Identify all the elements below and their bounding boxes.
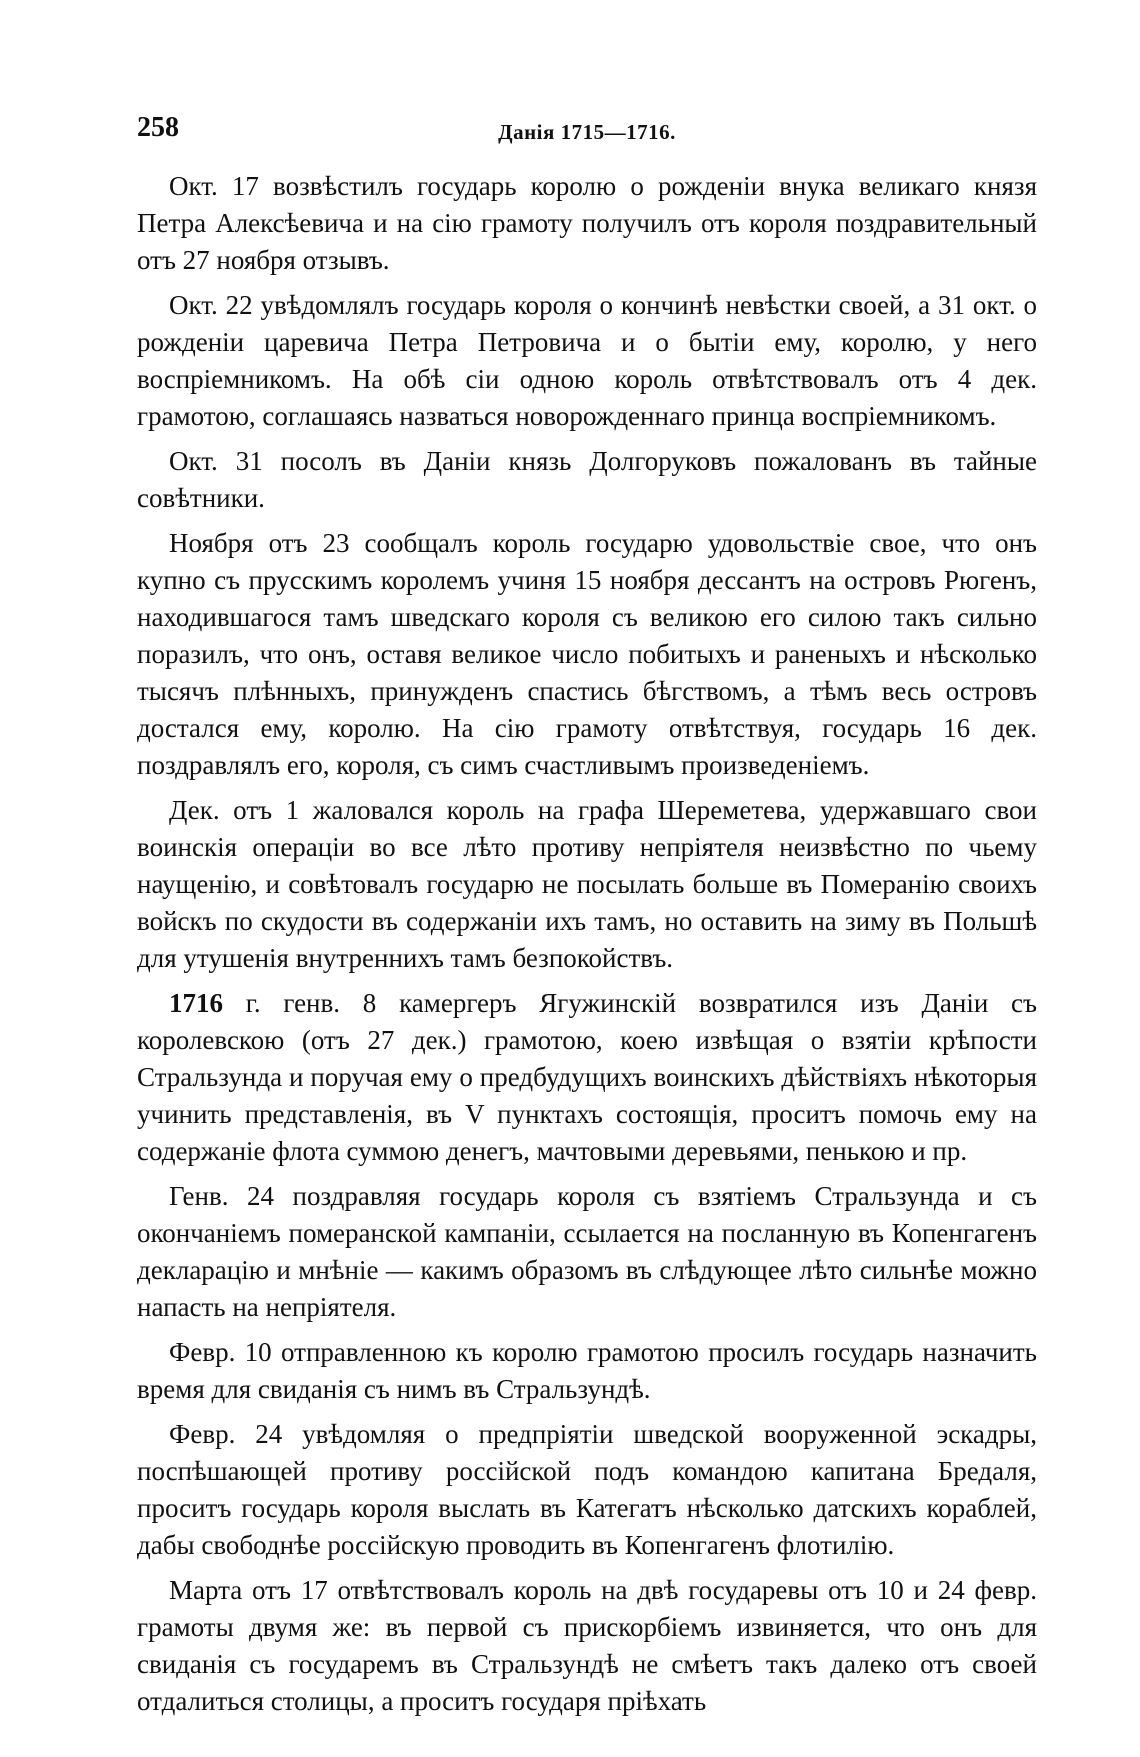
paragraph-text: Ноября отъ 23 сообщалъ король государю удовольствіе свое, что онъ купно съ прусскимъ королемъ учиня 15 ноября дессантъ на островъ Рюгенъ, находившагося тамъ шведскаго короля съ великою его силою такъ сильно поразилъ, что онъ, оставя великое число побитыхъ и раненыхъ и нѣсколько тысячъ плѣнныхъ, принужденъ спастись бѣгствомъ, а тѣмъ весь островъ достался ему, королю. На сію грамоту отвѣтствуя, государь 16 дек. поздравлялъ его, короля, съ симъ счастливымъ произведеніемъ. (137, 528, 1037, 780)
paragraph (137, 1572, 1037, 1720)
paragraph (137, 985, 1037, 1170)
paragraph (137, 168, 1037, 279)
paragraph (137, 1334, 1037, 1408)
body-text (137, 168, 1037, 1720)
paragraph (137, 1178, 1037, 1326)
paragraph-text: Генв. 24 поздравляя государь короля съ взятіемъ Стральзунда и съ окончаніемъ померанской кампаніи, ссылается на посланную въ Копенгагенъ декларацію и мнѣніе — какимъ образомъ въ слѣдующее лѣто сильнѣе можно напасть на непріятеля. (137, 1181, 1037, 1322)
year-heading: 1716 (169, 988, 223, 1018)
paragraph-text: Февр. 10 отправленною къ королю грамотою просилъ государь назначить время для свиданія съ нимъ въ Стральзундѣ. (137, 1337, 1037, 1404)
paragraph (137, 525, 1037, 784)
page-number: 258 (137, 112, 179, 143)
book-page (137, 112, 1037, 1728)
paragraph (137, 1416, 1037, 1564)
paragraph-text: Окт. 31 посолъ въ Даніи князь Долгоруковъ пожалованъ въ тайные совѣтники. (137, 446, 1037, 513)
paragraph-text: Февр. 24 увѣдомляя о предпріятіи шведской вооруженной эскадры, поспѣшающей противу россійской подъ командою капитана Бредаля, проситъ государь короля выслать въ Категатъ нѣсколько датскихъ кораблей, дабы свободнѣе россійскую проводить въ Копенгагенъ флотилію. (137, 1419, 1037, 1560)
page-header (137, 112, 1037, 156)
running-title: Данія 1715—1716. (498, 120, 676, 144)
paragraph-text: Окт. 22 увѣдомлялъ государь короля о кончинѣ невѣстки своей, а 31 окт. о рожденіи царевича Петра Петровича и о бытіи ему, королю, у него воспріемникомъ. На обѣ сіи одною король отвѣтствовалъ отъ 4 дек. грамотою, соглашаясь назваться новорожденнаго принца воспріемникомъ. (137, 290, 1037, 431)
paragraph-text: Дек. отъ 1 жаловался король на графа Шереметева, удержавшаго свои воинскія операціи во все лѣто противу непріятеля неизвѣстно по чьему наущенію, и совѣтовалъ государю не посылать больше въ Померанію своихъ войскъ по скудости въ содержаніи ихъ тамъ, но оставить на зиму въ Польшѣ для утушенія внутреннихъ тамъ безпокойствъ. (137, 795, 1037, 973)
paragraph (137, 443, 1037, 517)
paragraph-text: Окт. 17 возвѣстилъ государь королю о рожденіи внука великаго князя Петра Алексѣевича и на сію грамоту получилъ отъ короля поздравительный отъ 27 ноября отзывъ. (137, 171, 1037, 275)
paragraph-text: Марта отъ 17 отвѣтствовалъ король на двѣ государевы отъ 10 и 24 февр. грамоты двумя же: въ первой съ прискорбіемъ извиняется, что онъ для свиданія съ государемъ въ Стральзундѣ не смѣетъ такъ далеко отъ своей отдалиться столицы, а проситъ государя пріѣхать (137, 1575, 1037, 1716)
paragraph-text: г. генв. 8 камергеръ Ягужинскій возвратился изъ Даніи съ королевскою (отъ 27 дек.) грамотою, коею извѣщая о взятіи крѣпости Стральзунда и поручая ему о предбудущихъ воинскихъ дѣйствіяхъ нѣкоторыя учинить представленія, въ V пунктахъ состоящія, проситъ помочь ему на содержаніе флота суммою денегъ, мачтовыми деревьями, пенькою и пр. (137, 988, 1037, 1166)
paragraph (137, 287, 1037, 435)
paragraph (137, 792, 1037, 977)
